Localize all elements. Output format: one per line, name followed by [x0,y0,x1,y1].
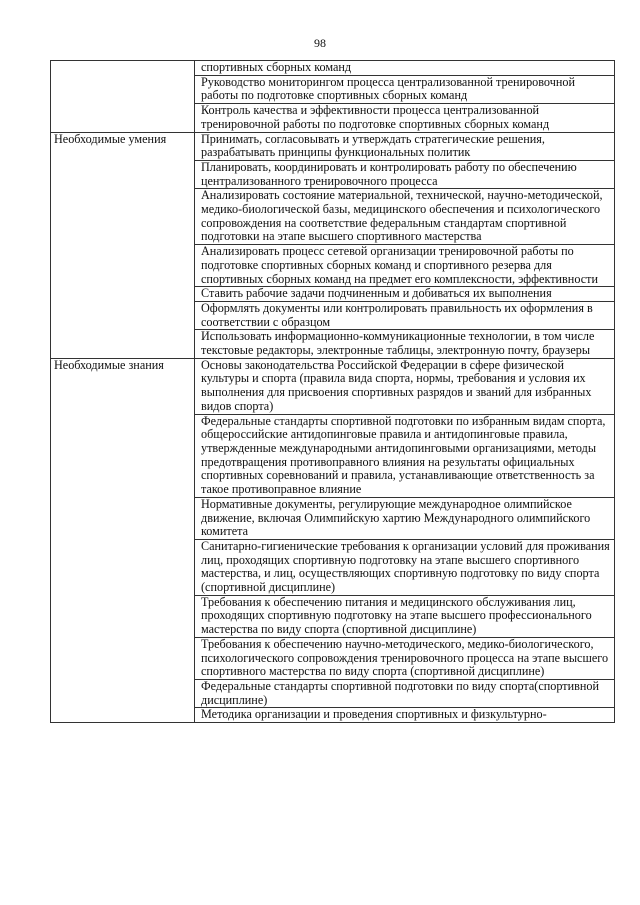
row-category: Необходимые знания [51,358,195,722]
table-row [51,61,615,76]
row-text: Основы законодательства Российской Федерации в сфере физической культуры и спорта (правила вида спорта, нормы, требования и условия их выполнения для присвоения спортивных разрядов и званий для избранных видов спорта) [195,358,615,414]
competency-table [50,60,615,723]
row-text: Методика организации и проведения спортивных и физкультурно- [195,708,615,723]
row-category [51,61,195,133]
row-text: Планировать, координировать и контролировать работу по обеспечению централизованного тренировочного процесса [195,160,615,188]
row-text: Ставить рабочие задачи подчиненным и добиваться их выполнения [195,287,615,302]
row-text: Санитарно-гигиенические требования к организации условий для проживания лиц, проходящих спортивную подготовку на этапе высшего спортивного мастерства, и лиц, осуществляющих спортивную подготовку по виду спорта (спортивной дисциплине) [195,539,615,595]
row-text: Федеральные стандарты спортивной подготовки по избранным видам спорта, общероссийские антидопинговые правила и антидопинговые правила, утвержденные международными антидопинговыми организациями, методы предотвращения противоправного влияния на результаты официальных спортивных соревнований и правила, устанавливающие ответственность за такое противоправное влияние [195,414,615,497]
row-text: Требования к обеспечению питания и медицинского обслуживания лиц, проходящих спортивную подготовку на этапе высшего профессионального мастерства по виду спорта (спортивной дисциплине) [195,595,615,637]
row-text: Принимать, согласовывать и утверждать стратегические решения, разрабатывать принципы функциональных политик [195,132,615,160]
row-text: Использовать информационно-коммуникационные технологии, в том числе текстовые редакторы, электронные таблицы, электронную почту, браузеры [195,330,615,358]
row-text: Анализировать процесс сетевой организации тренировочной работы по подготовке спортивных сборных команд и спортивного резерва для спортивных сборных команд на предмет его комплексности, эффективности [195,245,615,287]
row-text: Контроль качества и эффективности процесса централизованной тренировочной работы по подготовке спортивных сборных команд [195,104,615,132]
row-text: Оформлять документы или контролировать правильность их оформления в соответствии с образцом [195,301,615,329]
page-number: 98 [314,36,326,50]
row-text: Нормативные документы, регулирующие международное олимпийское движение, включая Олимпийскую хартию Международного олимпийского комитета [195,497,615,539]
row-category: Необходимые умения [51,132,195,358]
row-text: Анализировать состояние материальной, технической, научно-методической, медико-биологической базы, медицинского обеспечения и психологического сопровождения на соответствие федеральным стандартам спортивной подготовки на этапе высшего спортивного мастерства [195,189,615,245]
table-row [51,132,615,160]
row-text: Федеральные стандарты спортивной подготовки по виду спорта(спортивной дисциплине) [195,679,615,707]
row-text: Руководство мониторингом процесса централизованной тренировочной работы по подготовке спортивных сборных команд [195,75,615,103]
row-text: спортивных сборных команд [195,61,615,76]
row-text: Требования к обеспечению научно-методического, медико-биологического, психологического сопровождения тренировочного процесса на этапе высшего спортивного мастерства по виду спорта (спортивной дисциплине) [195,637,615,679]
table-row [51,358,615,414]
